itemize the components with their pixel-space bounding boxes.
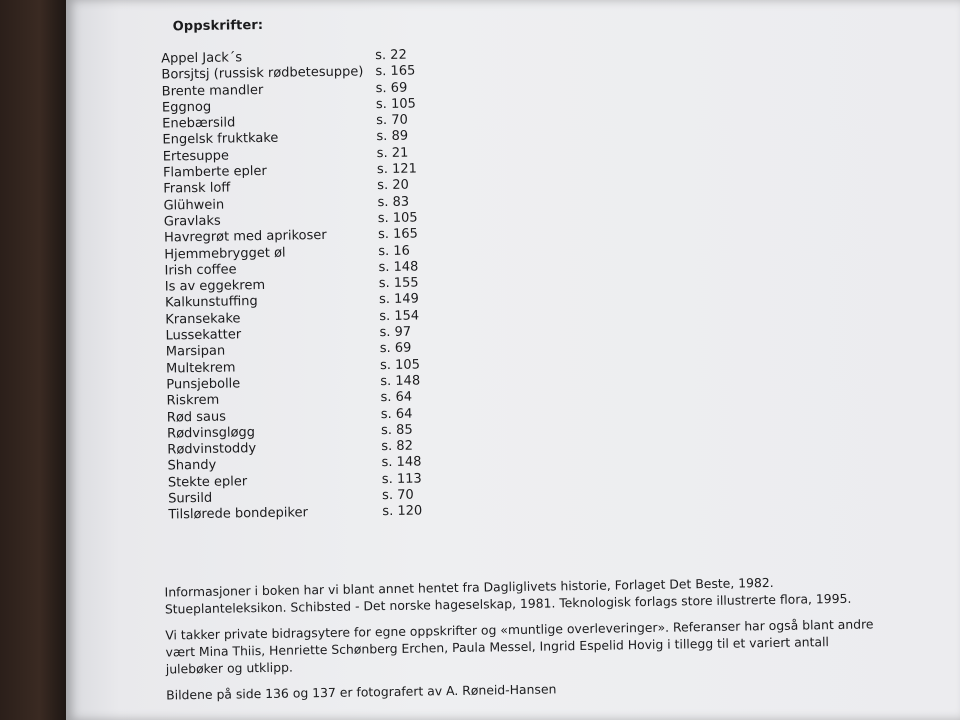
recipe-page-ref: s. 154: [379, 308, 420, 324]
recipe-name: Appel Jack´s: [161, 50, 243, 67]
recipe-name: Gravlaks: [163, 213, 221, 230]
recipe-page-ref: s. 165: [377, 226, 418, 243]
recipe-page-ref: s. 21: [376, 145, 409, 161]
thanks-paragraph: Vi takker private bidragsytere for egne oppskrifter og «muntlige overleveringer». Referanser har også blant andre vært Mina Thiis, Henriette Schønberg Erchen, Paula Messel, Ingrid Espelid Hovig i tillegg til et variert antall julebøker og utklipp.: [165, 616, 874, 677]
recipe-page-ref: s. 64: [380, 389, 413, 406]
recipe-name: Kransekake: [165, 311, 241, 328]
recipe-page-ref: s. 149: [378, 291, 420, 308]
recipe-page-ref: s. 89: [376, 129, 409, 145]
recipe-name: Shandy: [167, 458, 217, 474]
recipe-page-ref: s. 97: [379, 324, 412, 341]
credits-section: [164, 572, 886, 712]
recipe-name: Rødvinsgløgg: [166, 424, 256, 442]
photo-credit-paragraph: Bildene på side 136 og 137 er fotografert av A. Røneid-Hansen: [166, 681, 557, 703]
recipe-page-ref: s. 85: [380, 422, 413, 438]
recipe-name: Punsjebolle: [166, 376, 241, 393]
recipe-name: Hjemmebrygget øl: [164, 245, 286, 263]
recipe-page-ref: s. 82: [381, 438, 414, 455]
recipe-name: Engelsk fruktkake: [162, 131, 279, 149]
recipe-name: Multekrem: [165, 360, 236, 377]
recipe-name: Irish coffee: [164, 262, 237, 279]
recipe-name: Enebærsild: [162, 115, 236, 132]
recipe-page-ref: s. 121: [376, 161, 417, 178]
recipe-name: Riskrem: [166, 392, 220, 409]
recipe-page-ref: s. 148: [380, 373, 421, 390]
recipe-page-ref: s. 105: [377, 210, 418, 227]
recipe-page-ref: s. 120: [382, 503, 423, 520]
recipe-name: Kalkunstuffing: [164, 294, 258, 311]
recipe-name: Flamberte epler: [162, 163, 267, 181]
recipe-name: Stekte epler: [167, 473, 248, 491]
recipe-name: Tilslørede bondepiker: [168, 505, 309, 523]
recipe-page-ref: s. 148: [381, 454, 422, 471]
recipe-page-ref: s. 69: [375, 80, 408, 96]
recipe-name: Lussekatter: [165, 327, 242, 344]
recipe-name: Ertesuppe: [162, 148, 230, 165]
recipe-name: Havregrøt med aprikoser: [163, 228, 327, 246]
recipe-index-list: [161, 47, 468, 524]
recipe-page-ref: s. 70: [381, 487, 414, 504]
recipe-page-ref: s. 105: [375, 96, 416, 113]
recipe-page-ref: s. 165: [375, 63, 416, 80]
recipe-name: Borsjtsj (russisk rødbetesuppe): [161, 64, 364, 83]
recipe-page-ref: s. 83: [377, 194, 410, 210]
recipe-name: Is av eggekrem: [164, 278, 266, 295]
recipe-page-ref: s. 70: [376, 112, 408, 129]
recipe-name: Rød saus: [166, 409, 227, 426]
recipe-name: Rødvinstoddy: [167, 441, 257, 458]
recipe-name: Brente mandler: [161, 82, 264, 100]
recipe-page-ref: s. 69: [379, 340, 412, 357]
recipe-name: Fransk loff: [163, 180, 231, 197]
recipe-name: Sursild: [168, 490, 213, 507]
sources-paragraph: Informasjoner i boken har vi blant annet hentet fra Dagliglivets historie, Forlaget Det Beste, 1982. Stueplanteleksikon. Schibsted - Det norske hageselskap, 1981. Teknologisk forlags store illustrerte flora, 1995.: [164, 574, 852, 617]
recipe-page-ref: s. 105: [379, 357, 421, 373]
recipe-page-ref: s. 16: [378, 243, 410, 259]
recipe-page-ref: s. 64: [380, 406, 413, 422]
recipe-name: Marsipan: [165, 343, 226, 360]
recipe-name: Eggnog: [161, 99, 212, 116]
recipe-name: Glühwein: [163, 197, 225, 214]
recipe-page-ref: s. 113: [381, 471, 422, 487]
recipe-page-ref: s. 148: [378, 259, 419, 276]
recipes-heading: Oppskrifter:: [172, 17, 264, 35]
page-content: [60, 0, 960, 720]
recipe-page-ref: s. 22: [375, 47, 407, 64]
book-page: [66, 0, 960, 720]
recipe-page-ref: s. 20: [377, 178, 409, 194]
recipe-row: [168, 503, 468, 524]
recipe-page-ref: s. 155: [378, 275, 419, 292]
book-binding-edge: [0, 0, 66, 720]
